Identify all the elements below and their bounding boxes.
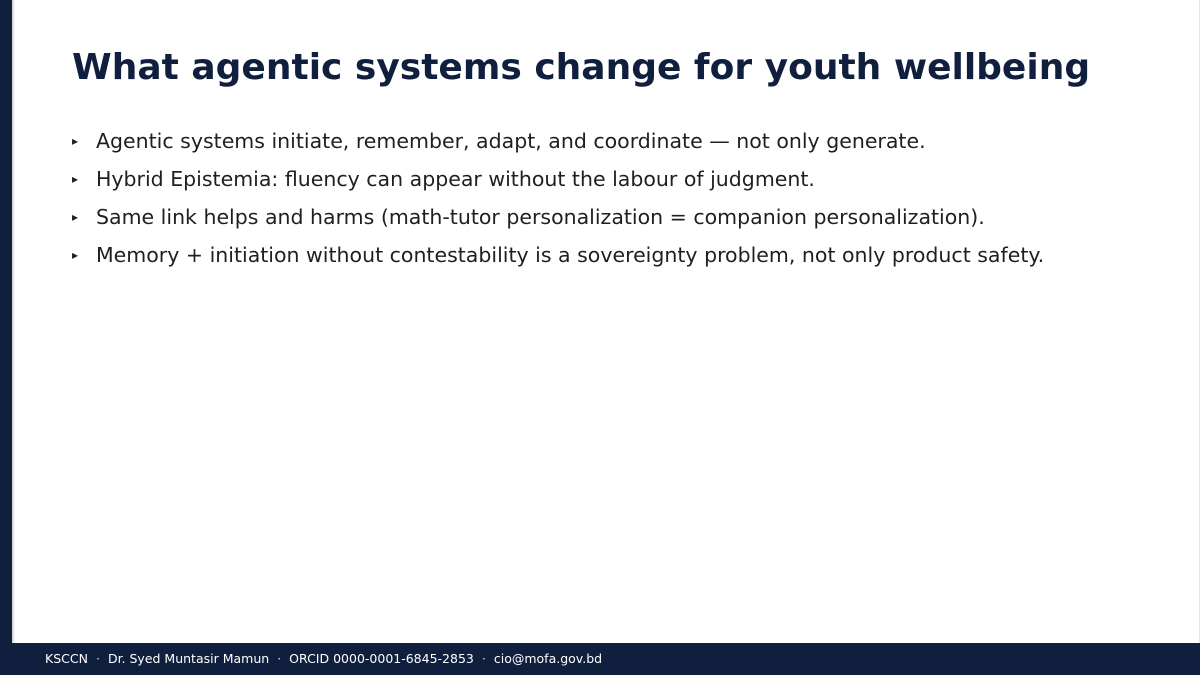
bullet-item (72, 122, 1044, 160)
left-accent-bar (0, 0, 12, 643)
footer-orcid: ORCID 0000-0001-6845-2853 (289, 651, 474, 666)
slide-title: What agentic systems change for youth wellbeing (72, 47, 1091, 88)
footer-separator: · (95, 651, 100, 666)
bullet-item (72, 160, 1044, 198)
bullet-item (72, 198, 1044, 236)
footer-org: KSCCN (45, 651, 88, 666)
triangle-bullet-icon: ▸ (72, 210, 79, 224)
footer-email: cio@mofa.gov.bd (493, 651, 603, 666)
footer-author: Dr. Syed Muntasir Mamun (107, 651, 270, 666)
footer-separator: · (481, 651, 486, 666)
bullet-text: Agentic systems initiate, remember, adapt, and coordinate — not only generate. (96, 129, 926, 153)
triangle-bullet-icon: ▸ (72, 134, 79, 148)
triangle-bullet-icon: ▸ (72, 172, 79, 186)
bullet-text: Hybrid Epistemia: fluency can appear without the labour of judgment. (96, 167, 815, 191)
footer-bar (0, 643, 1200, 675)
bullet-item (72, 236, 1044, 274)
bullet-text: Memory + initiation without contestability is a sovereignty problem, not only product safety. (96, 243, 1045, 267)
bullet-text: Same link helps and harms (math-tutor personalization = companion personalization). (96, 205, 985, 229)
footer-separator: · (277, 651, 282, 666)
left-accent-shadow (12, 0, 15, 643)
bullet-list (72, 122, 1044, 274)
triangle-bullet-icon: ▸ (72, 248, 79, 262)
